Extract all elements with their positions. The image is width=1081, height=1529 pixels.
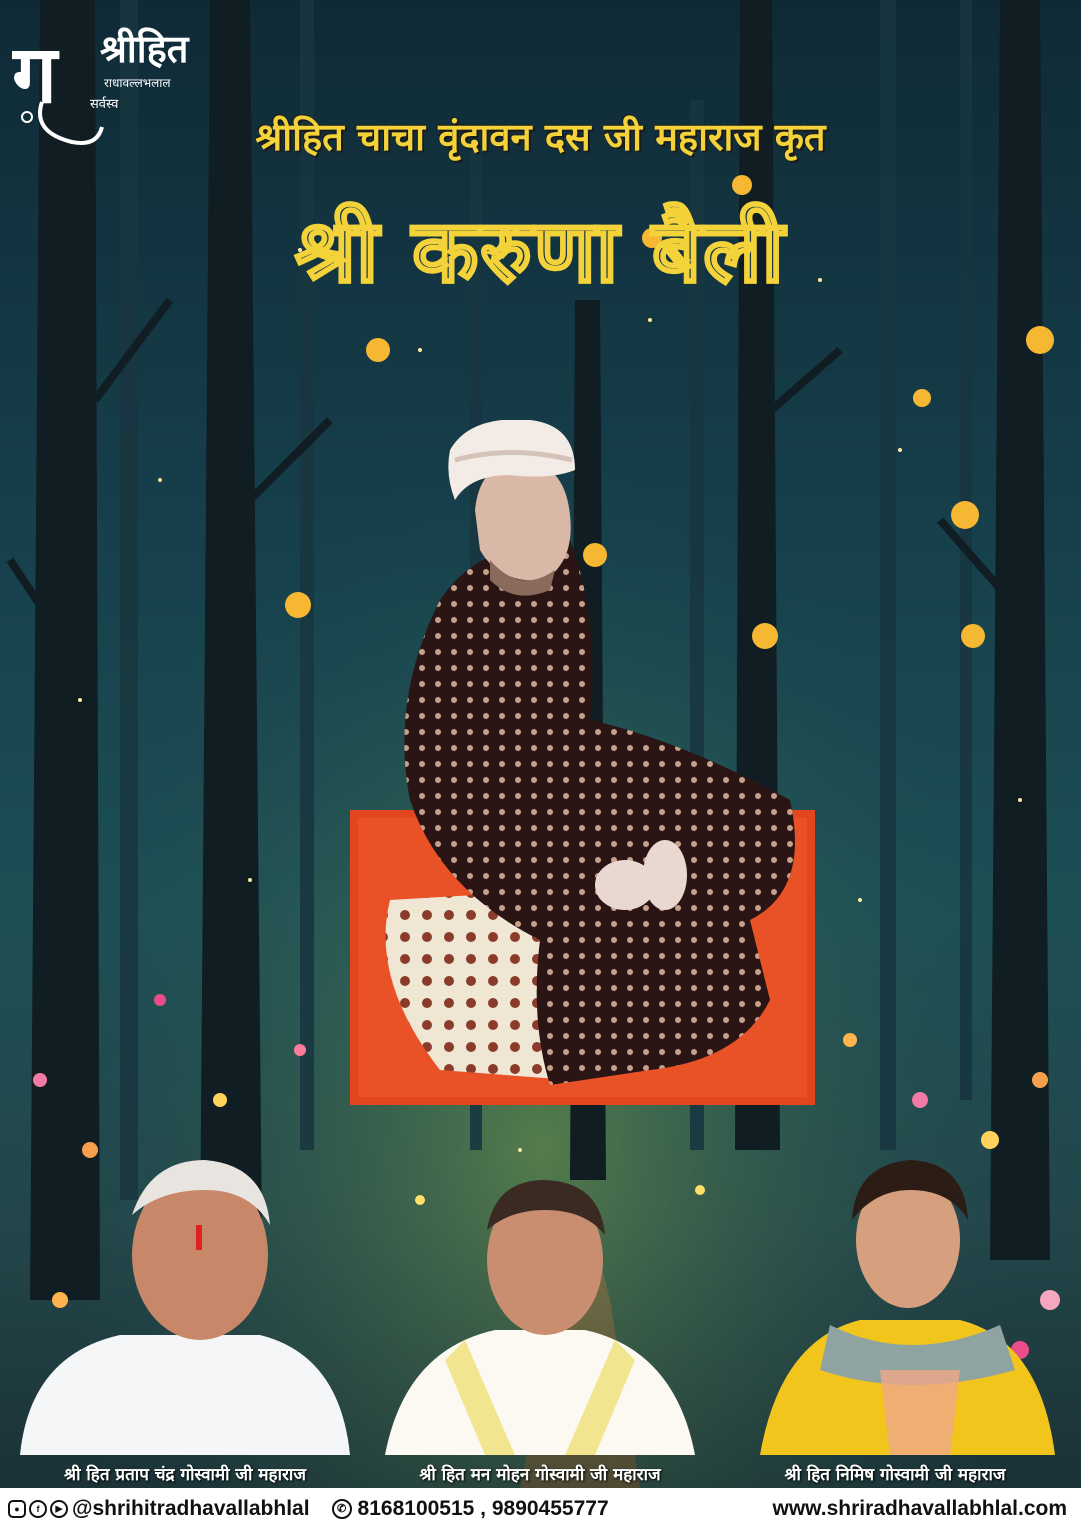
saint-portrait [350,420,820,1110]
page-title: श्री करुणा बैली [295,202,786,302]
facebook-icon[interactable]: f [29,1500,47,1518]
phone-numbers[interactable]: 8168100515 , 9890455777 [357,1496,609,1520]
website-link[interactable]: www.shriradhavallabhlal.com [772,1496,1067,1520]
person-caption-3: श्री हित निमिष गोस्वामी जी महाराज [784,1465,1006,1485]
person-photo-1 [20,1155,350,1455]
instagram-icon[interactable]: ● [8,1500,26,1518]
logo-title: श्रीहित [100,26,189,71]
contact-footer [0,1488,1081,1529]
logo-subtitle: राधावल्लभलाल [104,76,171,90]
page-subtitle: श्रीहित चाचा वृंदावन दस जी महाराज कृत [255,115,826,159]
person-photo-3 [760,1150,1055,1455]
youtube-icon[interactable]: ▶ [50,1500,68,1518]
phone-icon: ✆ [332,1499,352,1519]
logo-subtitle-2: सर्वस्व [90,97,119,112]
social-handle[interactable]: @shrihitradhavallabhlal [72,1496,310,1520]
person-caption-2: श्री हित मन मोहन गोस्वामी जी महाराज [419,1465,661,1485]
person-caption-1: श्री हित प्रताप चंद्र गोस्वामी जी महाराज [64,1465,306,1485]
social-icons [8,1500,68,1518]
person-photo-2 [385,1170,695,1455]
svg-text:ग: ग [12,27,58,121]
